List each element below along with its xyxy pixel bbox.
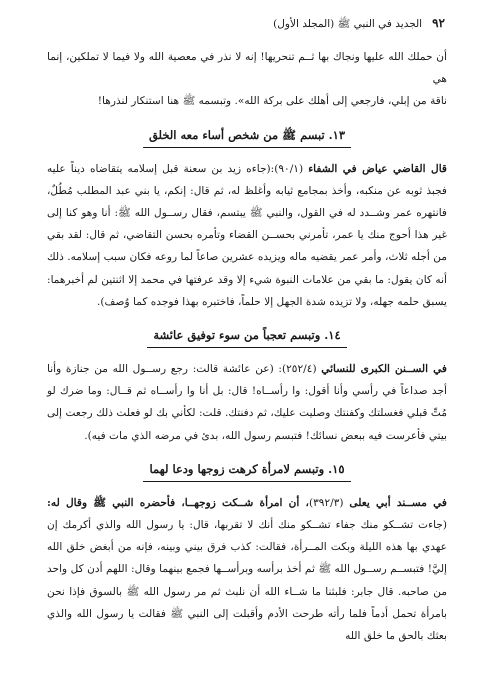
section-13-heading-wrap (47, 125, 447, 148)
section-15-paragraph (47, 492, 447, 647)
section-15-heading: ١٥. وتبسم لامرأة كرهت زوجها ودعا لهما (143, 459, 350, 482)
section-14-heading-wrap (47, 325, 447, 348)
section-13-text: (جاءه زيد بن سعنة قبل إسلامه يتقاضاه ديناً عليه فجبذ ثوبه عن منكبه، وأخذ بمجامع ثيابه وأغلظ له، ثم قال: إنكم، يا بني عبد المطلب مُطُلٌ، فانتهره عمر وشــدد له في القول، والنبي ﷺ يبتسم، فقال رســول الله ﷺ: أنا وهو كنا إلى غير هذا أحوج منك يا عمر، تأمرني بحســن القضاء وتأمره بحسن التقاضي، ثم قال: لقد بقي من أجله ثلاث، وأمر عمر يقضيه ماله ويزيده عشرين صاعاً لما روعه فكان سبب إسلامه. ذلك أنه كان يقول: ما بقي من علامات النبوة شيء إلا وقد عرفتها في محمد إلا اثنتين لم أخبرهما: يسبق حلمه جهله، ولا تزيده شدة الجهل إلا حلماً، فاختبره بهذا فوجده كما وُصف). (47, 162, 447, 308)
section-14-lead: في الســنن الكبرى للنسائي (321, 363, 447, 376)
intro-line-2: ناقة من إبلي، فارجعي إلى أهلك على بركة الله». وتبسمه ﷺ هنا استنكار لنذرها! (97, 95, 447, 108)
running-header (47, 16, 445, 36)
section-15-text: (جاءت تشــكو منك جفاء تشــكو منك أنك لا تقربها، قال: يا رسول الله والذي أكرمك إن عهدي بها هذه الليلة وبكت المــرأة، فقالت: كذب فرق بيني وبينه، فإنه من أبغض خلق الله إليَّ! فتبســم رســول الله ﷺ ثم أخذ برأسه وبرأســها فجمع بينهما وقال: اللهم أدن كل واحد من صاحبه. قال جابر: فلبثنا ما شــاء الله أن نلبث ثم مر رسول الله ﷺ بالسوق فإذا نحن بامرأة تحمل أدماً فلما رأته طرحت الأدم وأقبلت إلى النبي ﷺ فقالت يا رسول الله والذي بعثك بالحق ما خلق الله (47, 519, 447, 643)
intro-line-1: أن حملك الله عليها ونجاك بها ثــم تنحريها! إنه لا نذر في معصية الله ولا فيما لا تملكين، إنما هي (47, 51, 447, 86)
section-15-lead: في مســند أبي يعلى (349, 496, 447, 509)
running-title: الجديد في النبي ﷺ (المجلد الأول) (273, 18, 423, 30)
section-14-paragraph (47, 358, 447, 447)
section-14-heading: ١٤. وتبسم تعجباً من سوء توفيق عائشة (147, 325, 346, 348)
page-body (47, 46, 447, 647)
section-15-ref: (٣٩٢/٣) (308, 496, 350, 509)
section-13-ref: (٩٠/١): (270, 162, 309, 175)
section-14-ref: (٢٥٢/٤): (278, 363, 322, 376)
section-13-lead: قال القاضي عياض في الشفاء (308, 162, 447, 175)
section-15-heading-wrap (47, 459, 447, 482)
section-13-paragraph (47, 158, 447, 313)
page-number: ٩٢ (432, 16, 445, 30)
section-14-text: (عن عائشة قالت: رجع رســول الله من جنازة وأنا أجد صداعاً في رأسي وأنا أقول: وا رأســاه! قال: بل أنا وا رأســاه ثم قــال: وما ضرك لو مُتِّ قبلي فغسلتك وكفنتك وصليت عليك، ثم دفنتك. قلت: لكأني بك لو فعلت ذلك رجعت إلى بيتي فأعرست فيه ببعض نسائك! فتبسم رسول الله، بدئ في مرضه الذي مات فيه). (47, 363, 447, 442)
section-13-heading: ١٣. تبسم ﷺ من شخص أساء معه الخلق (143, 125, 351, 148)
section-15-lead-2: ، أن امرأة شــكت زوجهــا، فأحضره النبي ﷺ وقال له: (47, 496, 309, 509)
